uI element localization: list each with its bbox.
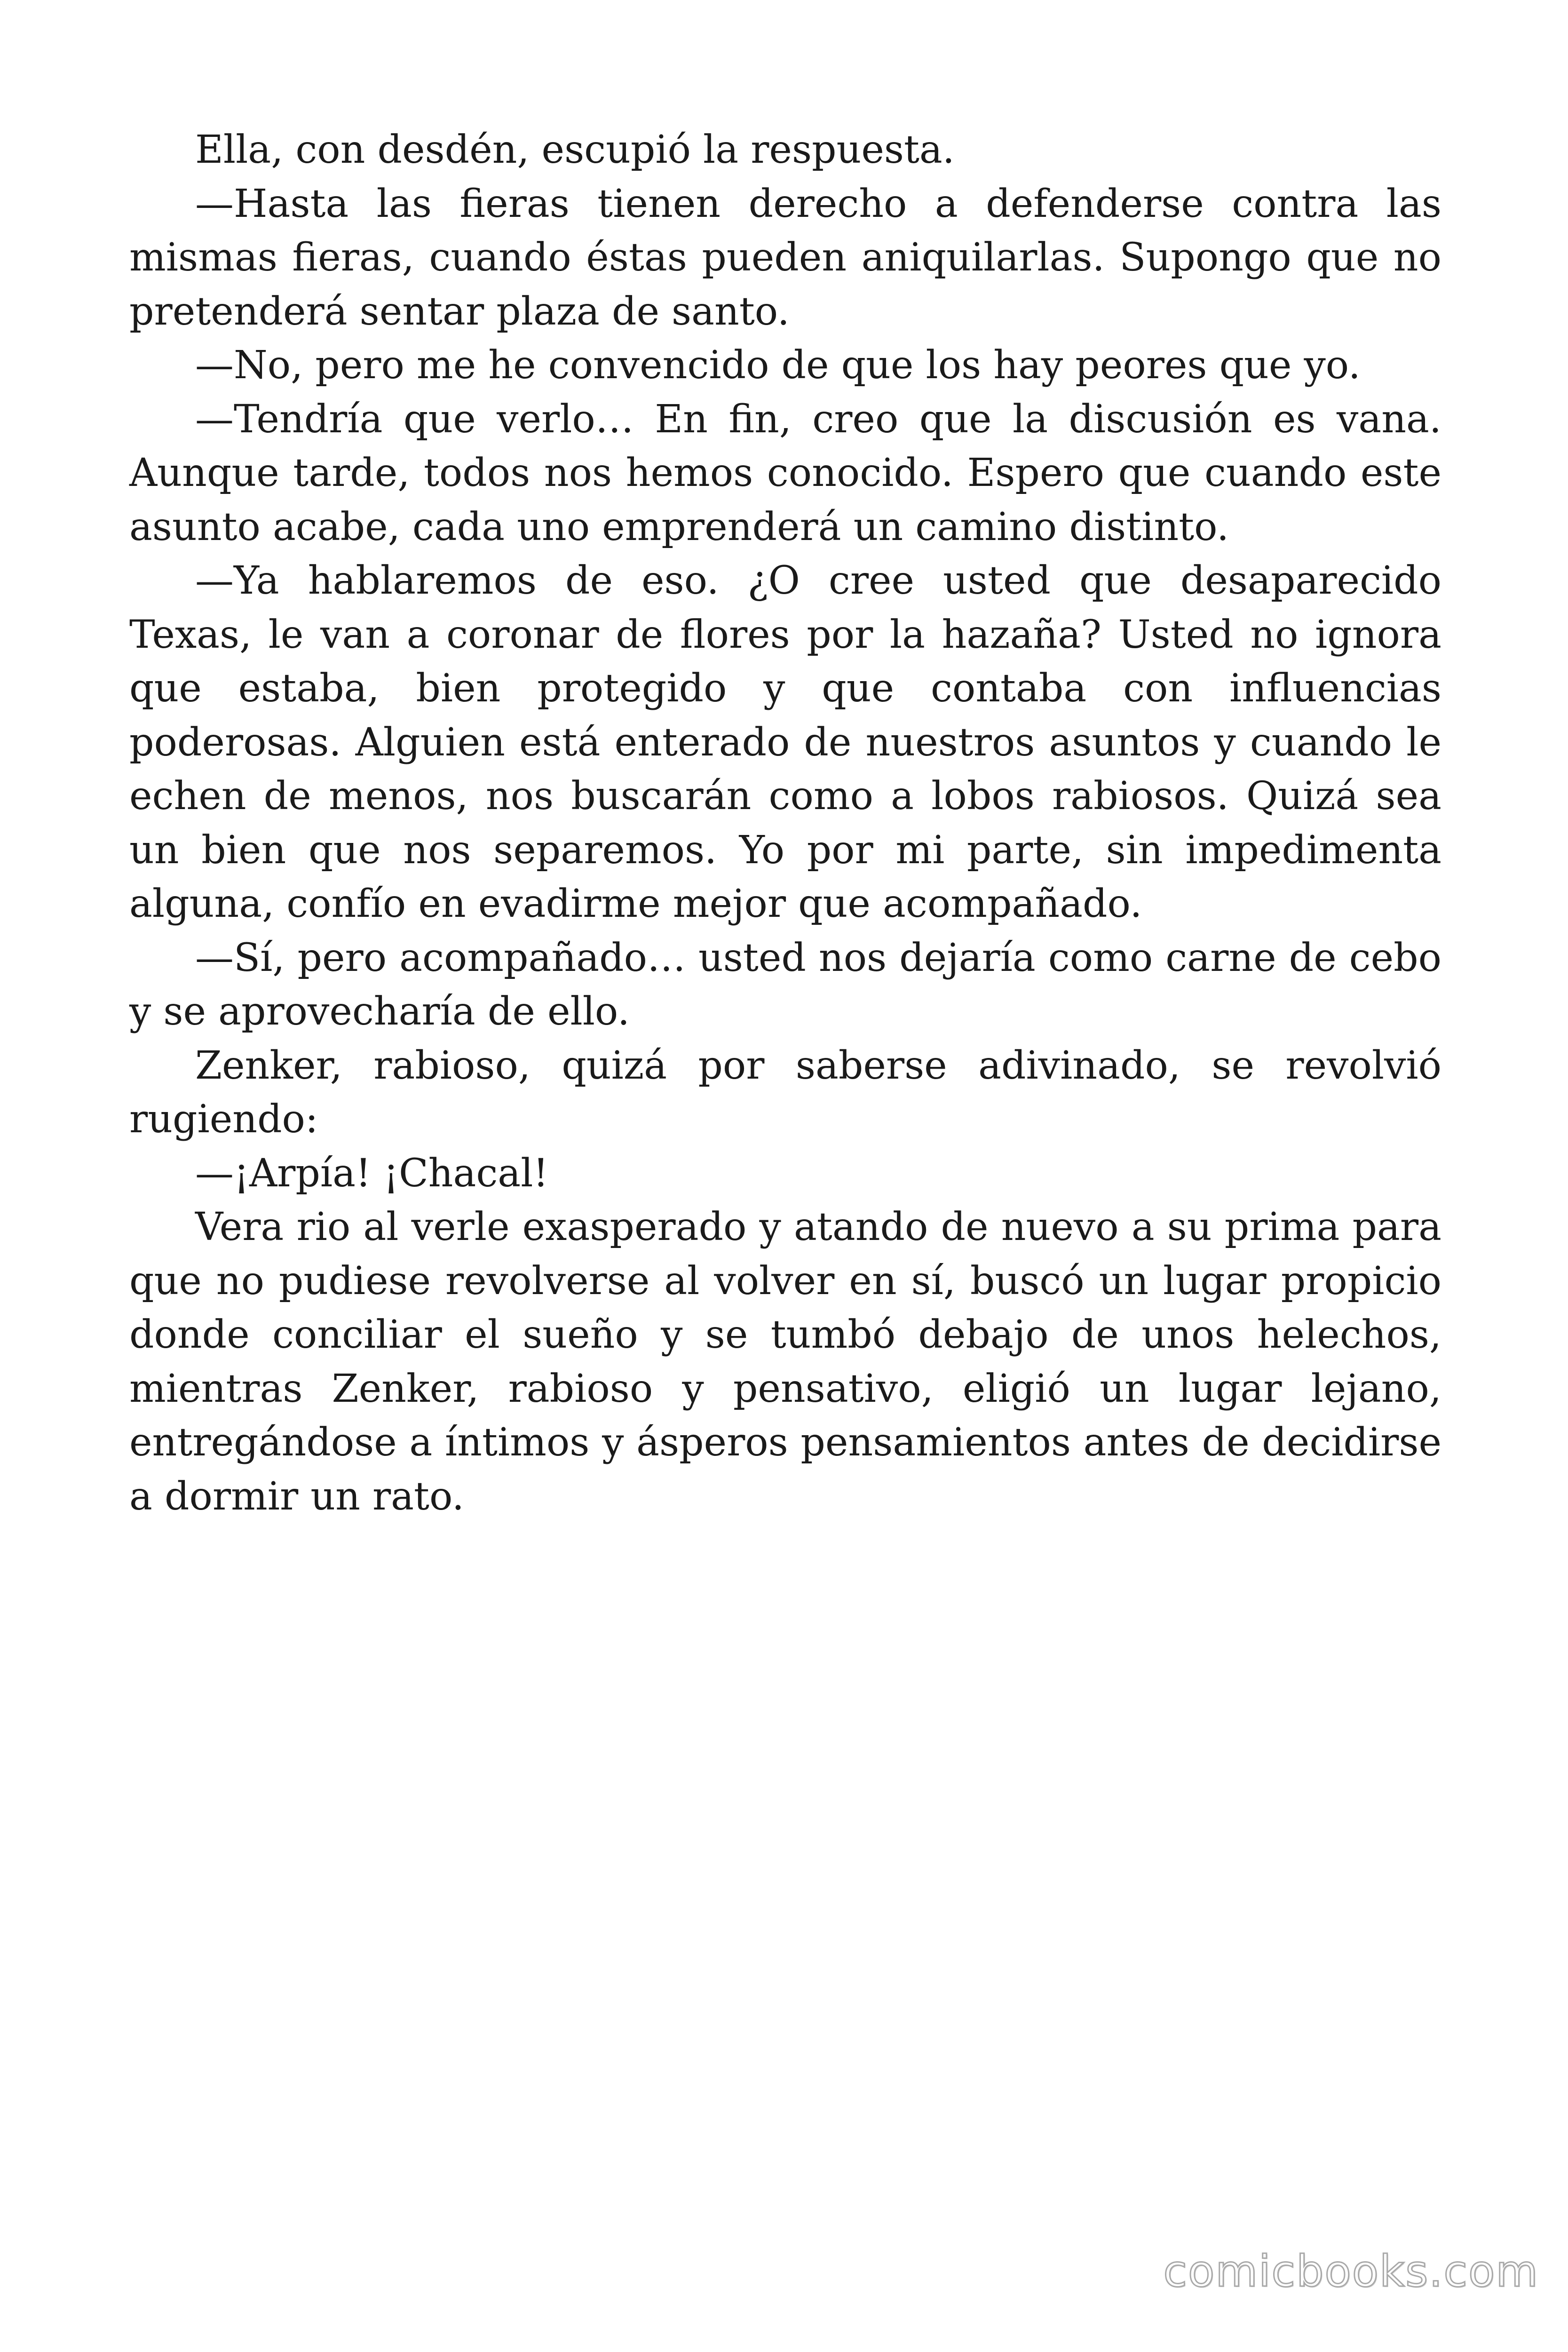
paragraph-8: —¡Arpía! ¡Chacal! (195, 1151, 549, 1196)
paragraph-5: —Ya hablaremos de eso. ¿O cree usted que desaparecido Texas, le van a coronar de flores por la hazaña? Usted no ignora que estaba, bien protegido y que contaba con influencias poderosas. Alguien está enterado de nuestros asuntos y cuando le echen de menos, nos buscarán como a lobos rabiosos. Quizá sea un bien que nos separemos. Yo por mi parte, sin impedimenta alguna, confío en evadirme mejor que acompañado. (129, 558, 1441, 926)
body-text (129, 123, 1441, 1524)
paragraph-9: Vera rio al verle exasperado y atando de nuevo a su prima para que no pudiese revolverse al volver en sí, buscó un lugar propicio donde conciliar el sueño y se tumbó debajo de unos helechos, mientras Zenker, rabioso y pensativo, eligió un lugar lejano, entregándose a íntimos y ásperos pensamientos antes de decidirse a dormir un rato. (129, 1205, 1441, 1519)
watermark-text: comicbooks.com (1163, 2246, 1539, 2296)
paragraph-7: Zenker, rabioso, quizá por saberse adivinado, se revolvió rugiendo: (129, 1043, 1441, 1142)
paragraph-4: —Tendría que verlo… En fin, creo que la discusión es vana. Aunque tarde, todos nos hemos conocido. Espero que cuando este asunto acabe, cada uno emprenderá un camino distinto. (129, 397, 1441, 549)
paragraph-6: —Sí, pero acompañado… usted nos dejaría como carne de cebo y se aprovecharía de ello. (129, 935, 1441, 1034)
paragraph-2: —Hasta las fieras tienen derecho a defenderse contra las mismas fieras, cuando éstas pueden aniquilarlas. Supongo que no pretenderá sentar plaza de santo. (129, 181, 1441, 334)
paragraph-1: Ella, con desdén, escupió la respuesta. (195, 127, 955, 172)
paragraph-3: —No, pero me he convencido de que los hay peores que yo. (195, 343, 1361, 388)
